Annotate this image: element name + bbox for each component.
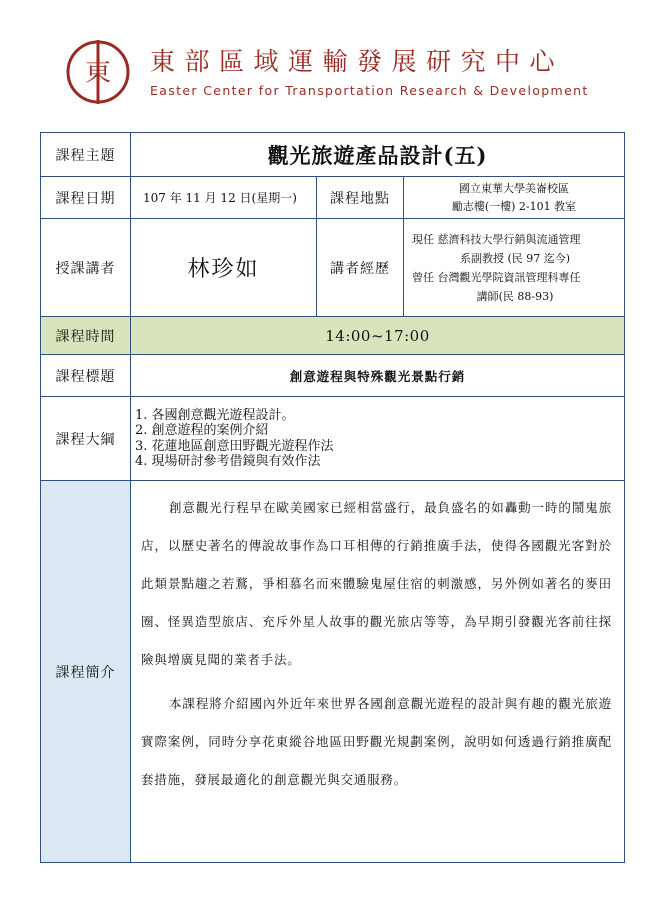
page-header — [0, 0, 662, 118]
intro-paragraph-1: 創意觀光行程早在歐美國家已經相當盛行，最負盛名的如轟動一時的鬧鬼旅店，以歷史著名的傳說故事作為口耳相傳的行銷推廣手法，使得各國觀光客對於此類景點趨之若鶩，爭相慕名而來體驗鬼屋住宿的刺激感，另外例如著名的麥田圈、怪異造型旅店、充斥外星人故事的觀光旅店等等，為早期引發觀光客前往探險與增廣見聞的業者手法。 — [141, 500, 612, 667]
course-info-table — [40, 132, 625, 863]
location-line-2: 勵志樓(一樓) 2-101 教室 — [451, 199, 577, 213]
date-label: 課程日期 — [41, 177, 131, 219]
experience-line-2: 系副教授 (民 97 迄今) — [459, 251, 571, 265]
outline-item: 3. 花蓮地區創意田野觀光遊程作法 — [135, 438, 334, 454]
date-row — [41, 177, 625, 219]
course-date: 107 年 11 月 12 日(星期一) — [131, 177, 317, 219]
outline-item: 1. 各國創意觀光遊程設計。 — [135, 407, 295, 423]
outline-row — [41, 397, 625, 481]
course-topic: 觀光旅遊產品設計(五) — [131, 133, 625, 177]
org-name-zh: 東部區域運輸發展研究中心 — [150, 47, 565, 76]
org-name-en: Easter Center for Transportation Research & Development — [150, 83, 589, 98]
course-outline — [131, 397, 625, 481]
center-logo — [62, 36, 134, 108]
subject-row — [41, 355, 625, 397]
lecturer-label: 授課講者 — [41, 219, 131, 317]
subject-label: 課程標題 — [41, 355, 131, 397]
location-label: 課程地點 — [317, 177, 404, 219]
intro-label: 課程簡介 — [41, 481, 131, 863]
course-time: 14:00~17:00 — [131, 317, 625, 355]
experience-line-4: 講師(民 88-93) — [476, 289, 554, 303]
lecturer-experience — [404, 219, 625, 317]
topic-row — [41, 133, 625, 177]
course-location — [404, 177, 625, 219]
outline-item: 2. 創意遊程的案例介紹 — [135, 423, 269, 438]
intro-paragraph-2: 本課程將介紹國內外近年來世界各國創意觀光遊程的設計與有趣的觀光旅遊實際案例，同時分享花東縱谷地區田野觀光規劃案例，說明如何透過行銷推廣配套措施，發展最適化的創意觀光與交通服務。 — [141, 696, 612, 787]
lecturer-name: 林珍如 — [131, 219, 317, 317]
time-label: 課程時間 — [41, 317, 131, 355]
experience-line-1: 現任 慈濟科技大學行銷與流通管理 — [412, 232, 581, 246]
experience-label: 講者經歷 — [317, 219, 404, 317]
intro-row — [41, 481, 625, 863]
course-subject: 創意遊程與特殊觀光景點行銷 — [131, 355, 625, 397]
time-row — [41, 317, 625, 355]
lecturer-row — [41, 219, 625, 317]
experience-line-3: 曾任 台灣觀光學院資訊管理科專任 — [412, 270, 581, 284]
outline-item: 4. 現場研討參考借鏡與有效作法 — [135, 454, 321, 469]
outline-label: 課程大綱 — [41, 397, 131, 481]
logo-char: 東 — [84, 58, 112, 88]
location-line-1: 國立東華大學美崙校區 — [459, 181, 569, 195]
course-intro — [131, 481, 625, 863]
topic-label: 課程主題 — [41, 133, 131, 177]
